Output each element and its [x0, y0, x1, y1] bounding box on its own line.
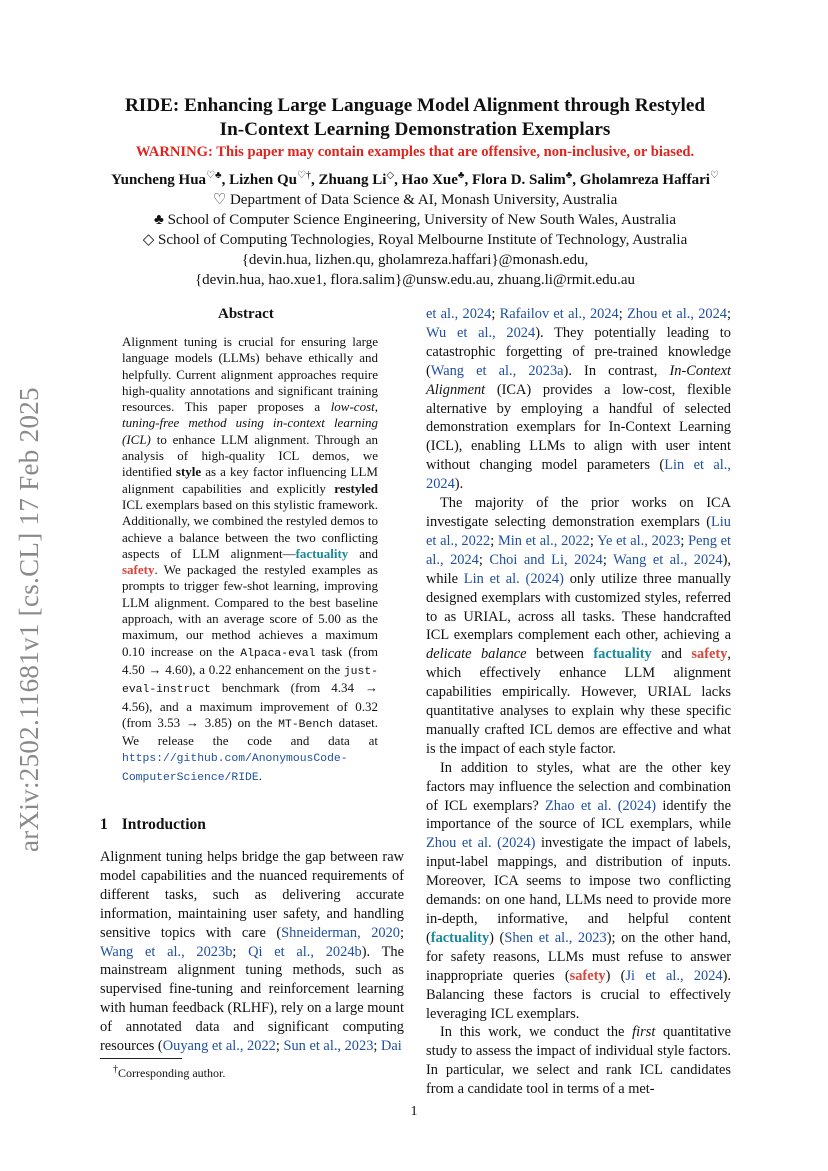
author-affiliation-marks: ♣ [457, 170, 465, 181]
text-run: task (from 4.50 → 4.60), a 0.22 enhancement on the [122, 643, 378, 677]
author-name: Hao Xue [401, 172, 458, 188]
author-affiliation-marks: ♣ [565, 170, 573, 181]
paper-title [70, 94, 760, 142]
arxiv-stamp: arXiv:2502.11681v1 [cs.CL] 17 Feb 2025 [14, 387, 44, 852]
citation-link[interactable]: Zhou et al., 2024 [627, 306, 727, 322]
author-separator: , [221, 172, 230, 188]
text-run: ; [232, 943, 249, 960]
abstract-heading: Abstract [218, 306, 274, 322]
text-run: In addition to styles, what are the other key factors may influence the selection and combination of ICL exemplars? [426, 759, 731, 814]
emphasis-text: low-cost, tuning-free method using in-context learning (ICL) [122, 399, 378, 447]
text-run: ) ( [605, 967, 626, 984]
benchmark-name: Alpaca-eval [240, 647, 316, 660]
text-run: ). In contrast, [563, 362, 670, 379]
text-run: The majority of the prior works on ICA investigate selecting demonstration exemplars ( [426, 495, 731, 530]
right-column-paragraph [426, 759, 731, 1024]
citation-link[interactable]: Shneiderman, 2020 [281, 924, 400, 941]
text-run: . We packaged the restyled examples as prompts to trigger few-shot learning, improving LLM alignment. Compared to the best baseline approach, with an average score of 5.00 as the maximum, our method achieves a maximum 0.10 increase on the [122, 562, 378, 659]
text-run: ). They potentially leading to catastrophic forgetting of pre-trained knowledge ( [426, 324, 731, 379]
right-column-paragraph [426, 1023, 731, 1099]
citation-link[interactable]: Zhou et al. (2024) [426, 835, 536, 852]
safety-term: safety [569, 967, 606, 984]
citation-link[interactable]: et al., 2024 [426, 306, 492, 322]
citation-link[interactable]: Wang et al., 2023a [430, 362, 564, 379]
email-line-2: {devin.hua, hao.xue1, flora.salim}@unsw.edu.au, zhuang.li@rmit.edu.au [194, 272, 636, 288]
author-affiliation-marks: ♡ [709, 170, 719, 181]
citation-link[interactable]: Ji et al., 2024 [625, 967, 723, 984]
affiliation-rmit [40, 230, 790, 250]
text-run: ; [726, 306, 731, 322]
page-number: 1 [410, 1104, 418, 1119]
citation-link[interactable]: Wang et al., 2023b [100, 943, 233, 960]
text-run: benchmark (from 4.34 → 4.56), and a maximum improvement of 0.32 (from 3.53 → 3.85) on the [122, 680, 378, 730]
text-run: ; [680, 532, 689, 549]
right-column-paragraph [426, 494, 731, 759]
citation-link[interactable]: Rafailov et al., 2024 [499, 306, 619, 322]
text-run: as a key factor influencing LLM alignment capabilities and explicitly [122, 464, 378, 496]
text-run: ; [491, 306, 500, 322]
right-column-paragraph [426, 305, 731, 494]
right-column [426, 305, 731, 1099]
author-name: Lizhen Qu [229, 172, 298, 188]
text-run: . [258, 767, 262, 783]
text-run: ; [589, 532, 598, 549]
footnote [113, 1064, 225, 1081]
abstract-body [122, 334, 378, 786]
citation-link[interactable]: Sun et al., 2023 [283, 1038, 374, 1055]
text-run: ); on the other hand, for safety reasons, LLMs must refuse to answer inappropriate queries ( [426, 929, 731, 984]
text-run: ; [275, 1038, 284, 1055]
author-separator: , [464, 172, 472, 188]
citation-link[interactable]: Ouyang et al., 2022 [162, 1038, 276, 1055]
section-number: 1 [100, 816, 108, 833]
text-run: In this work, we conduct the [440, 1024, 633, 1041]
text-run: ). The mainstream alignment tuning methods, such as supervised fine-tuning and reinforcement learning with human feedback (RLHF), rely on a large mount of annotated data and significant computing resources ( [100, 943, 404, 1055]
factuality-term: factuality [430, 929, 490, 946]
text-run: ), while [426, 551, 731, 587]
text-run: ) ( [489, 929, 505, 946]
benchmark-name: just-eval-instruct [122, 665, 378, 697]
text-run: ; [478, 551, 490, 568]
author-list [40, 170, 790, 189]
text-run: quantitative study to assess the impact of individual style factors. In particular, we select and rank ICL candidates from a candidate tool in terms of a met- [426, 1024, 731, 1098]
citation-link[interactable]: Liu et al., 2022 [426, 513, 731, 549]
footnote-mark: † [113, 1064, 118, 1075]
author-separator: , [310, 172, 319, 188]
citation-link[interactable]: Shen et al., 2023 [504, 929, 607, 946]
text-run: to enhance LLM alignment. Through an analysis of high-quality ICL demos, we identified [122, 431, 378, 480]
factuality-term: factuality [593, 646, 652, 663]
text-run: ; [490, 532, 498, 549]
author-separator: , [572, 172, 580, 188]
affiliation-text: School of Computer Science Engineering, University of New South Wales, Australia [167, 212, 676, 228]
text-run: ICL exemplars based on this stylistic framework. Additionally, we combined the restyled demos to achieve a balance between the two conflicting aspects of LLM alignment— [122, 496, 378, 561]
author-affiliation-marks: ♡† [297, 170, 311, 181]
affiliation-text: School of Computing Technologies, Royal Melbourne Institute of Technology, Australia [158, 232, 688, 248]
text-run: ; [373, 1038, 381, 1055]
text-run: dataset. We release the code and data at [122, 714, 379, 749]
citation-link[interactable]: Ye et al., 2023 [597, 532, 681, 549]
affiliation-mark: ◇ [142, 232, 155, 248]
text-run: ). Balancing these factors is crucial to effectively leveraging ICL exemplars. [426, 967, 732, 1022]
safety-term: safety [691, 646, 728, 663]
safety-term: safety [122, 562, 155, 578]
bold-text: restyled [334, 480, 378, 496]
email-line-1: {devin.hua, lizhen.qu, gholamreza.haffari}@monash.edu, [241, 252, 589, 268]
citation-link[interactable]: Qi et al., 2024b [248, 943, 362, 960]
author-affiliation-marks: ◇ [386, 170, 395, 181]
text-run: only utilize three manually designed exemplars with customized styles, referred to as URIAL, across all tasks. These handcrafted ICL exemplars complement each other, achieving a [426, 570, 731, 644]
text-run: Alignment tuning is crucial for ensuring large language models (LLMs) behave ethically and helpfully. Current alignment approaches require high-quality annotations and significant training resources. This paper proposes a [122, 334, 378, 415]
benchmark-name: MT-Bench [278, 718, 333, 731]
citation-link[interactable]: Lin et al., 2024 [426, 457, 731, 493]
footnote-rule [100, 1058, 182, 1059]
author-name: Yuncheng Hua [111, 172, 207, 188]
section-heading-introduction [100, 816, 206, 834]
citation-link[interactable]: Wu et al., 2024 [426, 324, 536, 341]
citation-link[interactable]: Zhao et al. (2024) [544, 797, 657, 814]
affiliation-monash [40, 190, 790, 210]
affiliation-mark: ♣ [153, 212, 164, 228]
author-name: Gholamreza Haffari [579, 172, 710, 188]
text-run: identify the importance of the source of ICL exemplars, while [426, 797, 731, 833]
text-run: (ICA) provides a low-cost, flexible alternative by employing a handful of selected demonstration exemplars for In-Context Learning (ICL), enabling LLMs to align with user intent without changing model parameters ( [426, 381, 731, 474]
citation-link[interactable]: Wang et al., 2024 [613, 551, 723, 568]
citation-link[interactable]: Lin et al. (2024) [463, 570, 564, 587]
emphasis-text: delicate balance [426, 646, 527, 663]
text-run: ; [618, 306, 628, 322]
title-line-1: RIDE: Enhancing Large Language Model Alignment through Restyled [124, 95, 706, 116]
text-run: and [651, 646, 692, 663]
affiliation-text: Department of Data Science & AI, Monash University, Australia [229, 192, 618, 208]
intro-paragraph-1 [100, 848, 404, 1056]
author-separator: , [394, 172, 402, 188]
author-affiliation-marks: ♡♣ [206, 170, 222, 181]
emphasis-text: In-Context Alignment [426, 362, 731, 398]
text-run: investigate the impact of labels, input-label mappings, and distribution of inputs. Moreover, ICA seems to impose two conflicting demands: on one hand, LLMs need to provide more in-depth, informative, and helpful content ( [426, 835, 731, 946]
author-name: Zhuang Li [318, 172, 387, 188]
code-url-link[interactable]: https://github.com/AnonymousCode-ComputerScience/RIDE [122, 753, 348, 784]
citation-link[interactable]: Dai [381, 1038, 402, 1055]
emphasis-text: first [632, 1024, 656, 1041]
text-run: and [348, 545, 378, 561]
author-name: Flora D. Salim [471, 172, 566, 188]
text-run: ; [400, 924, 404, 941]
footnote-text: Corresponding author. [118, 1066, 226, 1080]
citation-link[interactable]: Peng et al., 2024 [426, 532, 732, 568]
citation-link[interactable]: Min et al., 2022 [497, 532, 590, 549]
title-line-2: In-Context Learning Demonstration Exemplars [219, 119, 611, 140]
text-run: ; [602, 551, 614, 568]
text-run: , which effectively enhance LLM alignment capabilities empirically. However, URIAL lacks quantitative analyses to explain why these specific manually crafted ICL demos are effective and what is the impact of each style factor. [426, 646, 731, 757]
citation-link[interactable]: Choi and Li, 2024 [489, 551, 603, 568]
section-title: Introduction [121, 816, 206, 833]
factuality-term: factuality [295, 545, 349, 561]
text-run: between [526, 646, 594, 663]
affiliation-mark: ♡ [212, 192, 227, 208]
text-run: ). [454, 476, 464, 493]
content-warning: WARNING: This paper may contain examples that are offensive, non-inclusive, or biased. [135, 144, 695, 160]
affiliation-unsw [40, 210, 790, 230]
text-run: Alignment tuning helps bridge the gap between raw model capabilities and the nuanced requirements of different tasks, such as delivering accurate information, maintaining user safety, and handling sensitive topics with care ( [100, 849, 404, 941]
bold-text: style [175, 464, 202, 480]
